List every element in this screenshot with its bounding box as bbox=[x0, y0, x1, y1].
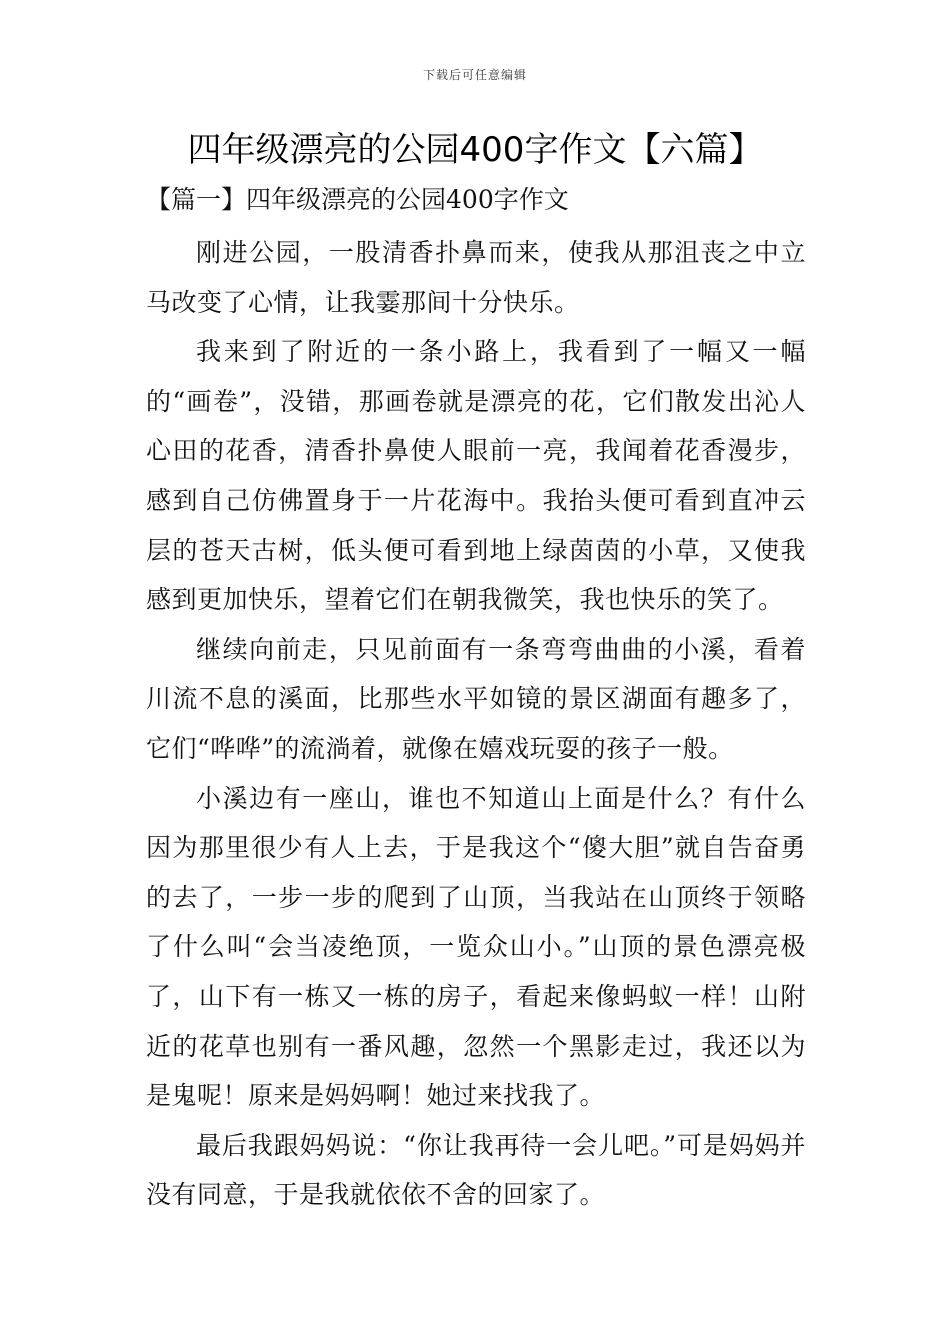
document-title: 四年级漂亮的公园400字作文【六篇】 bbox=[187, 130, 763, 170]
section-heading: 【篇一】四年级漂亮的公园400字作文 bbox=[146, 185, 569, 214]
essay-body bbox=[146, 228, 806, 1220]
paragraph-4: 小溪边有一座山，谁也不知道山上面是什么？有什么因为那里很少有人上去，于是我这个“傻大胆”就自告奋勇的去了，一步一步的爬到了山顶，当我站在山顶终于领略了什么叫“会当凌绝顶，一览众山小。”山顶的景色漂亮极了，山下有一栋又一栋的房子，看起来像蚂蚁一样！山附近的花草也别有一番风趣，忽然一个黑影走过，我还以为是鬼呢！原来是妈妈啊！她过来找我了。 bbox=[146, 783, 806, 1111]
paragraph-3: 继续向前走，只见前面有一条弯弯曲曲的小溪，看着川流不息的溪面，比那些水平如镜的景区湖面有趣多了，它们“哗哗”的流淌着，就像在嬉戏玩耍的孩子一般。 bbox=[146, 634, 806, 763]
paragraph-5: 最后我跟妈妈说：“你让我再待一会儿吧。”可是妈妈并没有同意，于是我就依依不舍的回家了。 bbox=[146, 1130, 806, 1210]
paragraph-1: 刚进公园，一股清香扑鼻而来，使我从那沮丧之中立马改变了心情，让我霎那间十分快乐。 bbox=[146, 238, 806, 317]
paragraph-2: 我来到了附近的一条小路上，我看到了一幅又一幅的“画卷”，没错，那画卷就是漂亮的花，它们散发出沁人心田的花香，清香扑鼻使人眼前一亮，我闻着花香漫步，感到自己仿佛置身于一片花海中。我抬头便可看到直冲云层的苍天古树，低头便可看到地上绿茵茵的小草，又使我感到更加快乐，望着它们在朝我微笑，我也快乐的笑了。 bbox=[146, 337, 806, 615]
header-note: 下载后可任意编辑 bbox=[422, 68, 527, 82]
